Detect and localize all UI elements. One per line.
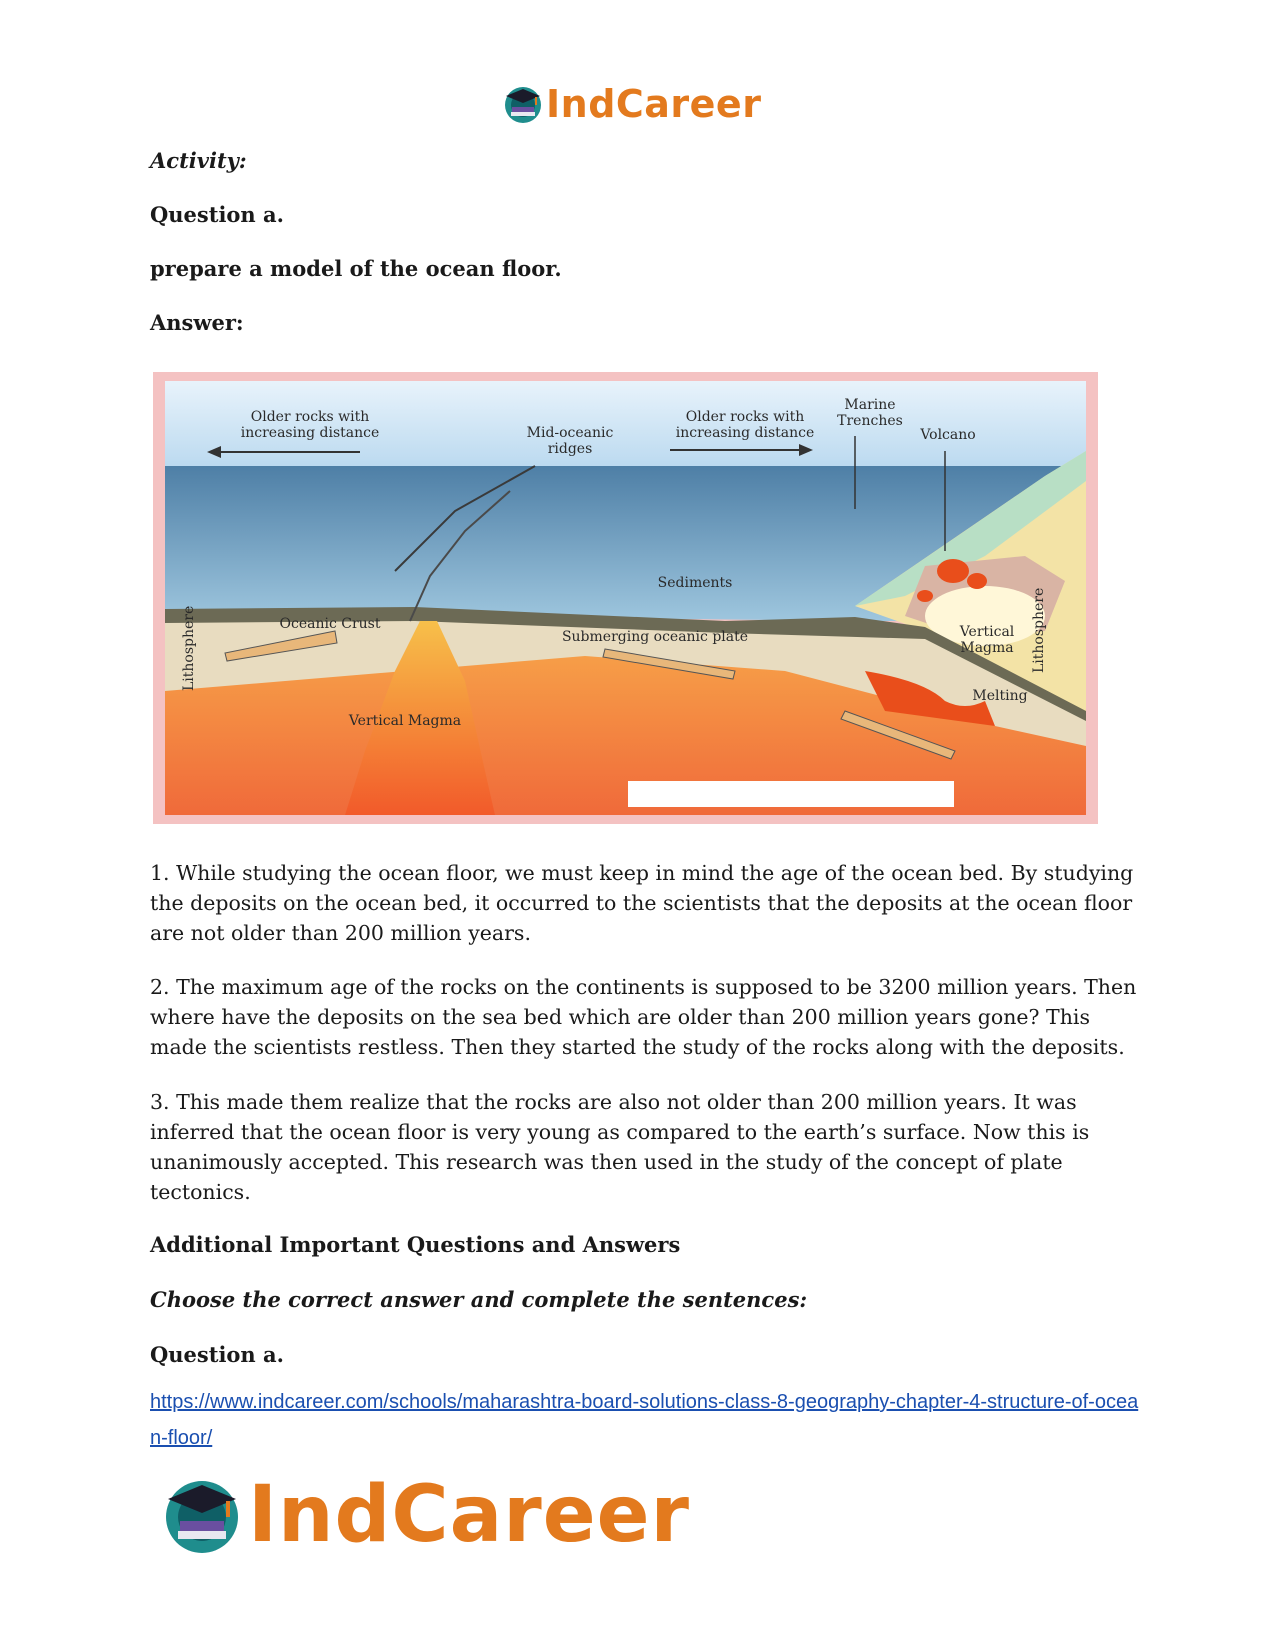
ocean-floor-diagram [153,372,1098,824]
paragraph-1: 1. While studying the ocean floor, we must keep in mind the age of the ocean bed. By studying the deposits on the ocean bed, it occurred to the scientists that the deposits at the ocean floor are not older than 200 million years. [150,861,1134,945]
label-older-right-2: increasing distance [675,425,815,441]
paragraph-2: 2. The maximum age of the rocks on the continents is supposed to be 3200 million years. Then where have the deposits on the sea bed which are older than 200 million years gone? This made the scientists restless. Then they started the study of the rocks along with the deposits. [150,975,1137,1059]
additional-question-label: Question a. [150,1342,284,1367]
source-url-link[interactable]: https://www.indcareer.com/schools/maharashtra-board-solutions-class-8-geography-chapter-4-structure-of-ocean-floor/ [150,1391,1139,1449]
activity-heading: Activity: [150,148,247,173]
paragraph-3: 3. This made them realize that the rocks are also not older than 200 million years. It was inferred that the ocean floor is very young as compared to the earth’s surface. Now this is unanimously accepted. This research was then used in the study of the concept of plate tectonics. [150,1090,1090,1204]
label-older-left-2: increasing distance [240,425,380,441]
label-vertical-magma-left-text: Vertical Magma [348,713,462,729]
logo-wordmark: IndCareer [546,82,762,126]
footer-logo-wordmark: IndCareer [248,1470,690,1560]
graduation-cap-icon [502,83,544,125]
label-mid-ridge-2: ridges [547,441,593,457]
label-submerging-plate: Submerging oceanic plate [561,629,749,645]
label-older-left-1: Older rocks with [250,409,370,425]
label-oceanic-crust: Oceanic Crust [279,616,381,632]
question-text: prepare a model of the ocean floor. [150,256,562,281]
label-lithosphere-left: Lithosphere [181,605,197,691]
question-label: Question a. [150,202,284,227]
footer-logo [160,1470,690,1560]
label-melting: Melting [972,688,1028,704]
answer-label: Answer: [150,310,244,335]
label-mid-ridge-1: Mid-oceanic [526,425,614,441]
additional-instruction: Choose the correct answer and complete the sentences: [150,1287,808,1312]
label-lithosphere-right: Lithosphere [1031,587,1047,673]
label-vertical-magma-right-1: Vertical [959,624,1015,640]
label-sediments: Sediments [657,575,733,591]
graduation-cap-icon [160,1473,244,1557]
label-vertical-magma-right-2: Magma [960,640,1014,656]
label-trenches-2: Trenches [837,413,903,429]
label-older-right-1: Older rocks with [685,409,805,425]
label-trenches-1: Marine [844,397,896,413]
additional-heading: Additional Important Questions and Answers [150,1232,681,1257]
label-volcano: Volcano [920,427,976,443]
header-logo [502,82,761,126]
